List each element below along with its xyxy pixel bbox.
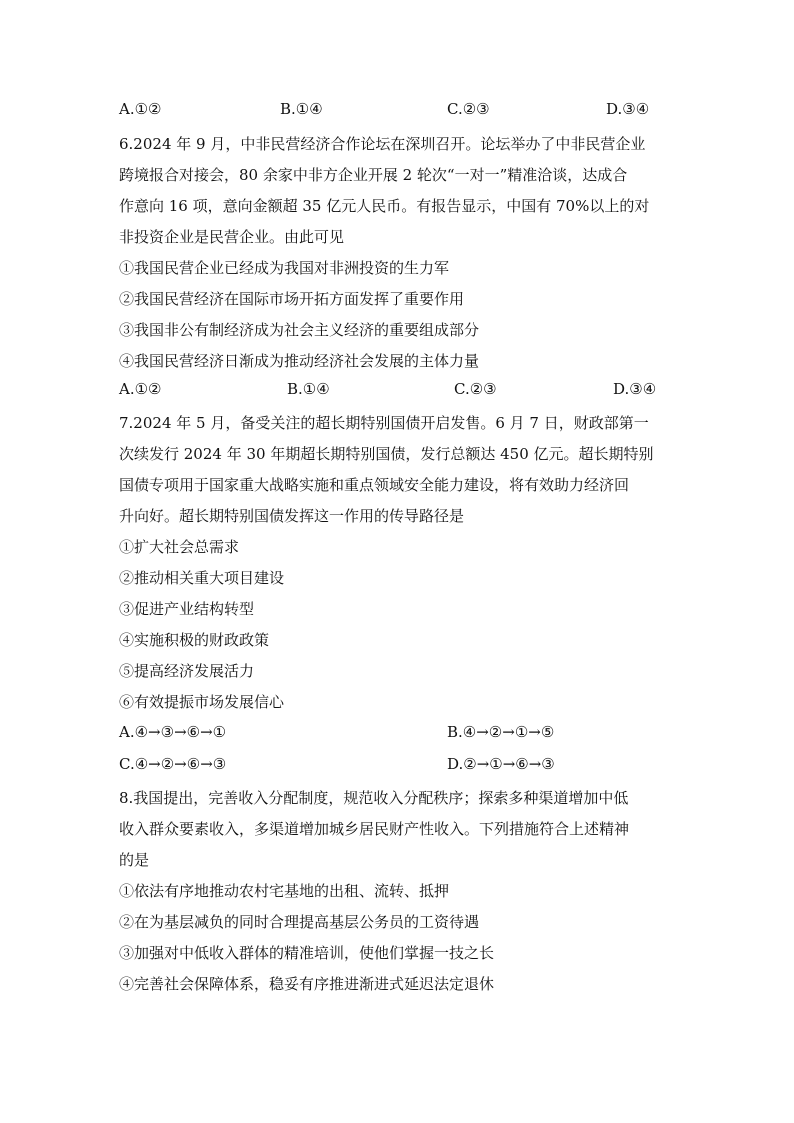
q7-stem-line: 7.2024 年 5 月，备受关注的超长期特别国债开启发售。6 月 7 日，财政部第一 bbox=[119, 414, 649, 432]
q6-option-a[interactable]: A.①② bbox=[119, 380, 162, 398]
q7-statement-5: ⑤提高经济发展活力 bbox=[119, 662, 255, 680]
q7-option-c[interactable]: C.④→②→⑥→③ bbox=[119, 755, 227, 773]
q6-stem-line: 非投资企业是民营企业。由此可见 bbox=[119, 228, 345, 246]
q7-option-d[interactable]: D.②→①→⑥→③ bbox=[447, 755, 555, 773]
q7-statement-6: ⑥有效提振市场发展信心 bbox=[119, 693, 285, 711]
q7-option-a[interactable]: A.④→③→⑥→① bbox=[119, 723, 227, 741]
q6-statement-3: ③我国非公有制经济成为社会主义经济的重要组成部分 bbox=[119, 321, 480, 339]
q7-stem-line: 次续发行 2024 年 30 年期超长期特别国债，发行总额达 450 亿元。超长期特别 bbox=[119, 445, 654, 463]
q5-option-d[interactable]: D.③④ bbox=[606, 100, 650, 118]
q7-statement-3: ③促进产业结构转型 bbox=[119, 600, 255, 618]
q7-stem-line: 国债专项用于国家重大战略实施和重点领域安全能力建设，将有效助力经济回 bbox=[119, 476, 630, 494]
q8-statement-3: ③加强对中低收入群体的精准培训，使他们掌握一技之长 bbox=[119, 944, 495, 962]
q5-option-b[interactable]: B.①④ bbox=[280, 100, 323, 118]
q6-statement-4: ④我国民营经济日渐成为推动经济社会发展的主体力量 bbox=[119, 352, 480, 370]
q7-statement-4: ④实施积极的财政政策 bbox=[119, 631, 270, 649]
q5-option-a[interactable]: A.①② bbox=[119, 100, 162, 118]
q8-statement-4: ④完善社会保障体系，稳妥有序推进渐进式延迟法定退休 bbox=[119, 975, 495, 993]
q8-stem-line: 8.我国提出，完善收入分配制度，规范收入分配秩序；探索多种渠道增加中低 bbox=[119, 789, 629, 807]
q8-statement-1: ①依法有序地推动农村宅基地的出租、流转、抵押 bbox=[119, 882, 450, 900]
q6-option-d[interactable]: D.③④ bbox=[613, 380, 657, 398]
q8-stem-line: 收入群众要素收入，多渠道增加城乡居民财产性收入。下列措施符合上述精神 bbox=[119, 820, 630, 838]
q6-option-b[interactable]: B.①④ bbox=[287, 380, 330, 398]
q6-stem-line: 跨境报合对接会，80 余家中非方企业开展 2 轮次“一对一”精准洽谈，达成合 bbox=[119, 166, 628, 184]
q6-statement-2: ②我国民营经济在国际市场开拓方面发挥了重要作用 bbox=[119, 290, 465, 308]
q7-option-b[interactable]: B.④→②→①→⑤ bbox=[447, 723, 555, 741]
q7-stem-line: 升向好。超长期特别国债发挥这一作用的传导路径是 bbox=[119, 507, 465, 525]
q5-option-c[interactable]: C.②③ bbox=[447, 100, 490, 118]
q7-statement-2: ②推动相关重大项目建设 bbox=[119, 569, 285, 587]
q6-stem-line: 6.2024 年 9 月，中非民营经济合作论坛在深圳召开。论坛举办了中非民营企业 bbox=[119, 135, 646, 153]
q8-stem-line: 的是 bbox=[119, 851, 150, 869]
q8-statement-2: ②在为基层减负的同时合理提高基层公务员的工资待遇 bbox=[119, 913, 480, 931]
q6-stem-line: 作意向 16 项，意向金额超 35 亿元人民币。有报告显示，中国有 70%以上的对 bbox=[119, 197, 650, 215]
q6-option-c[interactable]: C.②③ bbox=[454, 380, 497, 398]
q6-statement-1: ①我国民营企业已经成为我国对非洲投资的生力军 bbox=[119, 259, 450, 277]
q7-statement-1: ①扩大社会总需求 bbox=[119, 538, 240, 556]
